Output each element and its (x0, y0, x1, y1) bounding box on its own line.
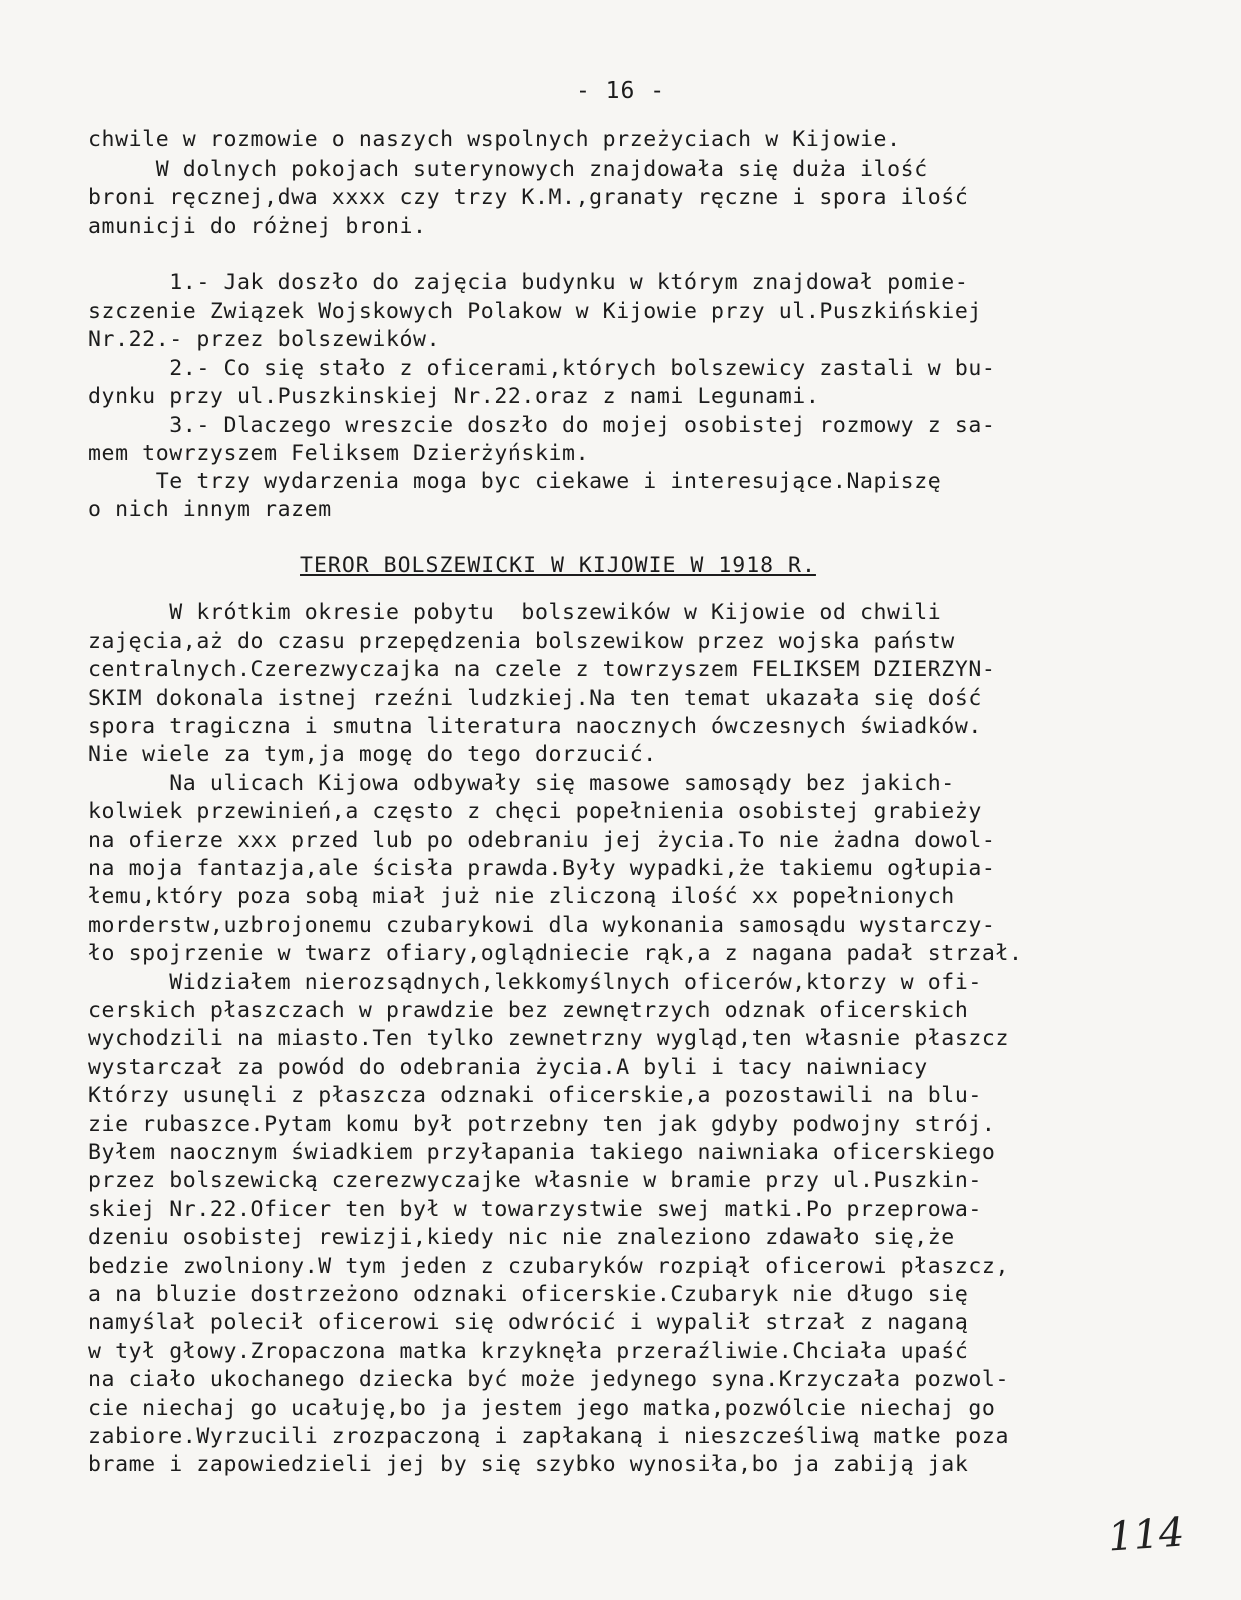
text-line: kolwiek przewinień,a często z chęci popełnienia osobistej grabieży (88, 799, 982, 824)
text-line: amunicji do różnej broni. (88, 214, 427, 239)
text-line: mem towrzyszem Feliksem Dzierżyńskim. (88, 441, 590, 466)
text-line: W krótkim okresie pobytu bolszewików w Kijowie od chwili (88, 600, 942, 625)
text-line: morderstw,uzbrojonemu czubarykowi dla wykonania samosądu wystarczy- (88, 913, 996, 938)
handwritten-folio-number: 114 (1106, 1509, 1186, 1561)
text-line: szczenie Związek Wojskowych Polakow w Kijowie przy ul.Puszkińskiej (88, 299, 982, 324)
text-line: zajęcia,aż do czasu przepędzenia bolszewikow przez wojska państw (88, 629, 955, 654)
text-line: 3.- Dlaczego wreszcie doszło do mojej osobistej rozmowy z sa- (88, 413, 996, 438)
text-line: na ciało ukochanego dziecka być może jedynego syna.Krzyczała pozwol- (88, 1367, 1009, 1392)
text-line: brame i zapowiedzieli jej by się szybko wynosiła,bo ja zabiją jak (88, 1452, 969, 1477)
text-line: W dolnych pokojach suterynowych znajdowała się duża ilość (88, 157, 928, 182)
text-line: cie niechaj go ucałuję,bo ja jestem jego matka,pozwólcie niechaj go (88, 1396, 996, 1421)
text-line: dzeniu osobistej rewizji,kiedy nic nie znaleziono zdawało się,że (88, 1225, 955, 1250)
text-line: na ofierze xxx przed lub po odebraniu jej życia.To nie żadna dowol- (88, 828, 996, 853)
text-line: ło spojrzenie w twarz ofiary,oglądniecie rąk,a z nagana padał strzał. (88, 941, 1023, 966)
text-line: Nr.22.- przez bolszewików. (88, 327, 441, 352)
text-line: Byłem naocznym świadkiem przyłapania takiego naiwniaka oficerskiego (88, 1140, 996, 1165)
text-line: wystarczał za powód do odebrania życia.A byli i tacy naiwniacy (88, 1055, 928, 1080)
text-line: cerskich płaszczach w prawdzie bez zewnętrzych odznak oficerskich (88, 998, 969, 1023)
text-line: wychodzili na miasto.Ten tylko zewnetrzny wygląd,ten własnie płaszcz (88, 1026, 1009, 1051)
text-line: zie rubaszce.Pytam komu był potrzebny ten jak gdyby podwojny strój. (88, 1112, 996, 1137)
text-line: broni ręcznej,dwa xxxx czy trzy K.M.,granaty ręczne i spora ilość (88, 185, 969, 210)
text-line: chwile w rozmowie o naszych wspolnych przeżyciach w Kijowie. (88, 127, 901, 152)
text-line: spora tragiczna i smutna literatura naocznych ówczesnych świadków. (88, 714, 982, 739)
text-line: Którzy usunęli z płaszcza odznaki oficerskie,a pozostawili na blu- (88, 1083, 982, 1108)
text-line: łemu,który poza sobą miał już nie zliczoną ilość xx popełnionych (88, 884, 955, 909)
page-number: - 16 - (575, 78, 666, 104)
text-line: namyślał polecił oficerowi się odwrócić i wypalił strzał z naganą (88, 1310, 969, 1335)
section-heading: TEROR BOLSZEWICKI W KIJOWIE W 1918 R. (300, 553, 816, 578)
text-line: bedzie zwolniony.W tym jeden z czubaryków rozpiął oficerowi płaszcz, (88, 1254, 1009, 1279)
text-line: na moja fantazja,ale ścisła prawda.Były wypadki,że takiemu ogłupia- (88, 856, 996, 881)
text-line: 1.- Jak doszło do zajęcia budynku w którym znajdował pomie- (88, 270, 969, 295)
text-line: Nie wiele za tym,ja mogę do tego dorzucić. (88, 742, 657, 767)
text-line: SKIM dokonala istnej rzeźni ludzkiej.Na ten temat ukazała się dość (88, 686, 982, 711)
text-line: skiej Nr.22.Oficer ten był w towarzystwie swej matki.Po przeprowa- (88, 1197, 982, 1222)
text-line: a na bluzie dostrzeżono odznaki oficerskie.Czubaryk nie długo się (88, 1282, 969, 1307)
text-line: o nich innym razem (88, 497, 332, 522)
text-line: 2.- Co się stało z oficerami,których bolszewicy zastali w bu- (88, 356, 996, 381)
text-line: Te trzy wydarzenia moga byc ciekawe i interesujące.Napiszę (88, 469, 942, 494)
text-line: przez bolszewicką czerezwyczajke własnie w bramie przy ul.Puszkin- (88, 1168, 982, 1193)
text-line: centralnych.Czerezwyczajka na czele z towrzyszem FELIKSEM DZIERZYN- (88, 657, 996, 682)
text-line: zabiore.Wyrzucili zrozpaczoną i zapłakaną i nieszcześliwą matke poza (88, 1424, 1009, 1449)
text-line: dynku przy ul.Puszkinskiej Nr.22.oraz z nami Legunami. (88, 384, 820, 409)
text-line: Widziałem nierozsądnych,lekkomyślnych oficerów,ktorzy w ofi- (88, 970, 982, 995)
text-line: w tył głowy.Zropaczona matka krzyknęła przeraźliwie.Chciała upaść (88, 1339, 969, 1364)
text-line: Na ulicach Kijowa odbywały się masowe samosądy bez jakich- (88, 771, 955, 796)
